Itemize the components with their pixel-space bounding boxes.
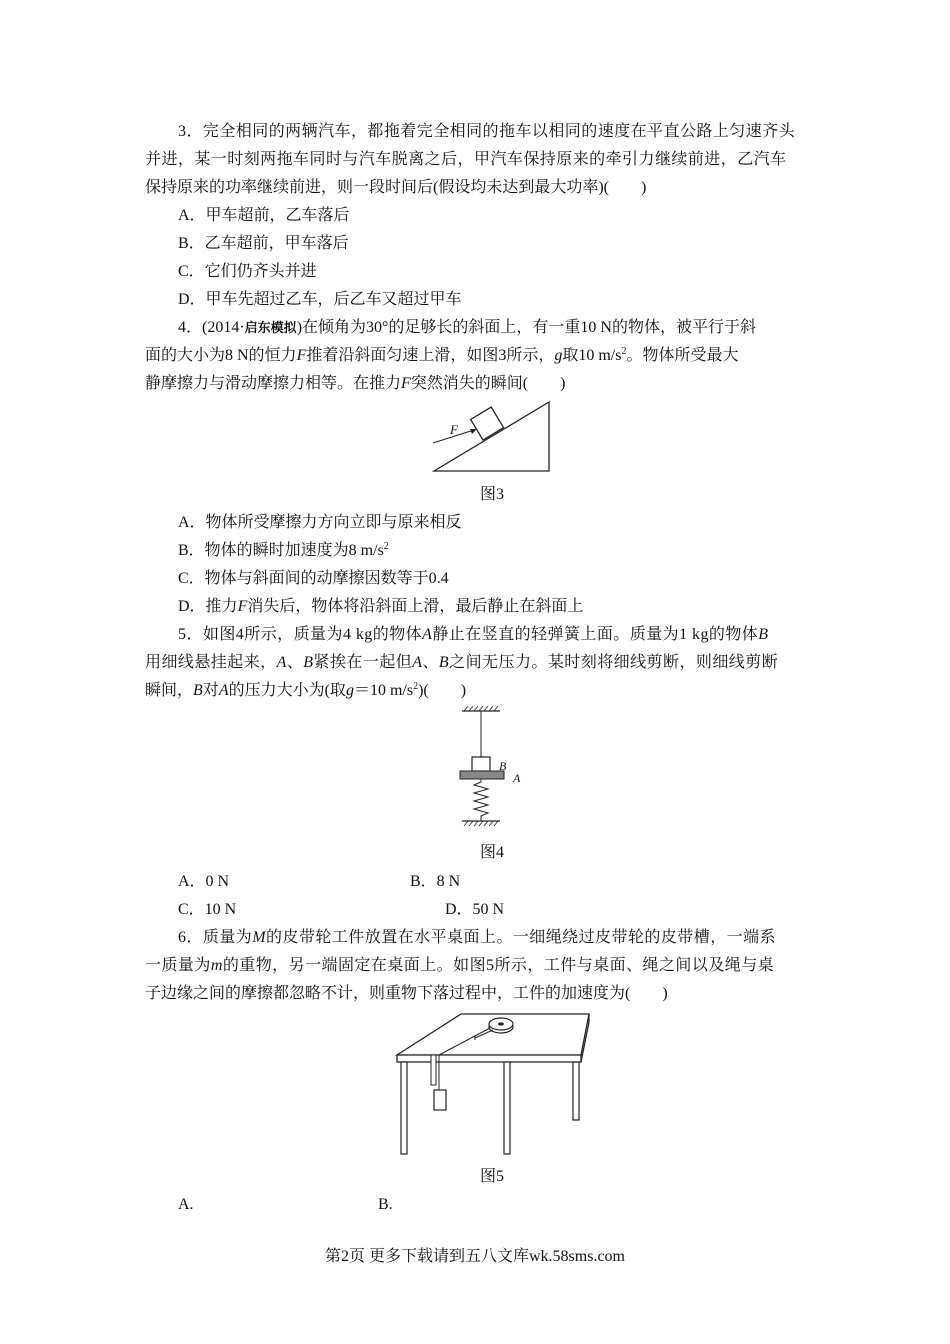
block [471,407,504,440]
q4-line-1: 4．(2014·启东模拟)在倾角为30°的足够长的斜面上，有一重10 N的物体，被平行于斜 [178,319,756,336]
q5-option-c: C．10 N [178,901,237,918]
block-b [472,757,490,771]
block-a [460,771,504,779]
q3-option-a: A．甲车超前，乙车落后 [178,207,350,224]
ceiling-hatch [464,706,498,711]
q4-line-2: 面的大小为8 N的恒力F推着沿斜面匀速上滑，如图3所示，g取10 $m/s^2$。物体所受最大 [145,346,739,364]
fig4-label-a: A [513,771,521,785]
figure-3-caption: 图3 [480,486,505,503]
figure-5-table [393,1010,593,1158]
q6-line-3: 子边缘之间的摩擦都忽略不计，则重物下落过程中，工件的加速度为( ) [145,985,668,1002]
source-tag: 启东模拟 [244,320,297,335]
q5-line-3: 瞬间，B对A的压力大小为(取g＝10 $m/s^2$)( ) [145,681,467,699]
q5-option-d: D．50 N [445,901,505,918]
q3-option-d: D．甲车先超过乙车，后乙车又超过甲车 [178,291,462,308]
floor-hatch [464,821,498,826]
figure-4-caption: 图4 [480,844,505,861]
force-arrowhead [470,429,477,434]
q4-option-b: B．物体的瞬时加速度为8 $m/s^2$ [178,541,389,559]
q6-line-1: 6．质量为M的皮带轮工件放置在水平桌面上。一细绳绕过皮带轮的皮带槽，一端系 [178,929,776,946]
q6-option-b: B. [378,1196,393,1213]
q3-option-c: C．它们仍齐头并进 [178,263,317,280]
q4-option-a: A．物体所受摩擦力方向立即与原来相反 [178,514,462,531]
q6-option-a: A. [178,1196,194,1213]
q3-line-2: 并进，某一时刻两拖车同时与汽车脱离之后，甲汽车保持原来的牵引力继续前进，乙汽车 [145,151,787,168]
page-footer: 第2页 更多下载请到五八文库wk.58sms.com [324,1248,625,1265]
q5-line-2: 用细线悬挂起来，A、B紧挨在一起但A、B之间无压力。某时刻将细线剪断，则细线剪断 [145,654,779,671]
fig4-label-b: B [499,759,507,773]
figure-5-caption: 图5 [480,1168,505,1185]
fig3-force-label: F [450,422,458,437]
q4-line-3: 静摩擦力与滑动摩擦力相等。在推力F突然消失的瞬间( ) [145,375,566,392]
q3-line-1: 3．完全相同的两辆汽车，都拖着完全相同的拖车以相同的速度在平直公路上匀速齐头 [178,123,796,140]
table-leg-front-right [504,1062,510,1154]
q3-option-b: B．乙车超前，甲车落后 [178,235,349,252]
q4-option-d: D．推力F消失后，物体将沿斜面上滑，最后静止在斜面上 [178,598,584,615]
q5-line-1: 5．如图4所示，质量为4 kg的物体A静止在竖直的轻弹簧上面。质量为1 kg的物体B [178,626,769,643]
table-front-edge [397,1055,581,1062]
table-leg-back-left [431,1055,436,1085]
q4-option-c: C．物体与斜面间的动摩擦因数等于0.4 [178,570,449,587]
spring [474,779,488,821]
table-leg-front-left [401,1062,407,1154]
q6-line-2: 一质量为m的重物，另一端固定在桌面上。如图5所示，工件与桌面、绳之间以及绳与桌 [145,957,775,974]
weight [434,1090,446,1110]
q3-line-3: 保持原来的功率继续前进，则一段时间后(假设均未达到最大功率)( ) [145,179,647,196]
table-leg-back-right [573,1062,579,1120]
figure-3-incline [425,396,555,476]
q5-option-b: B．8 N [410,873,461,890]
q5-option-a: A．0 N [178,873,230,890]
